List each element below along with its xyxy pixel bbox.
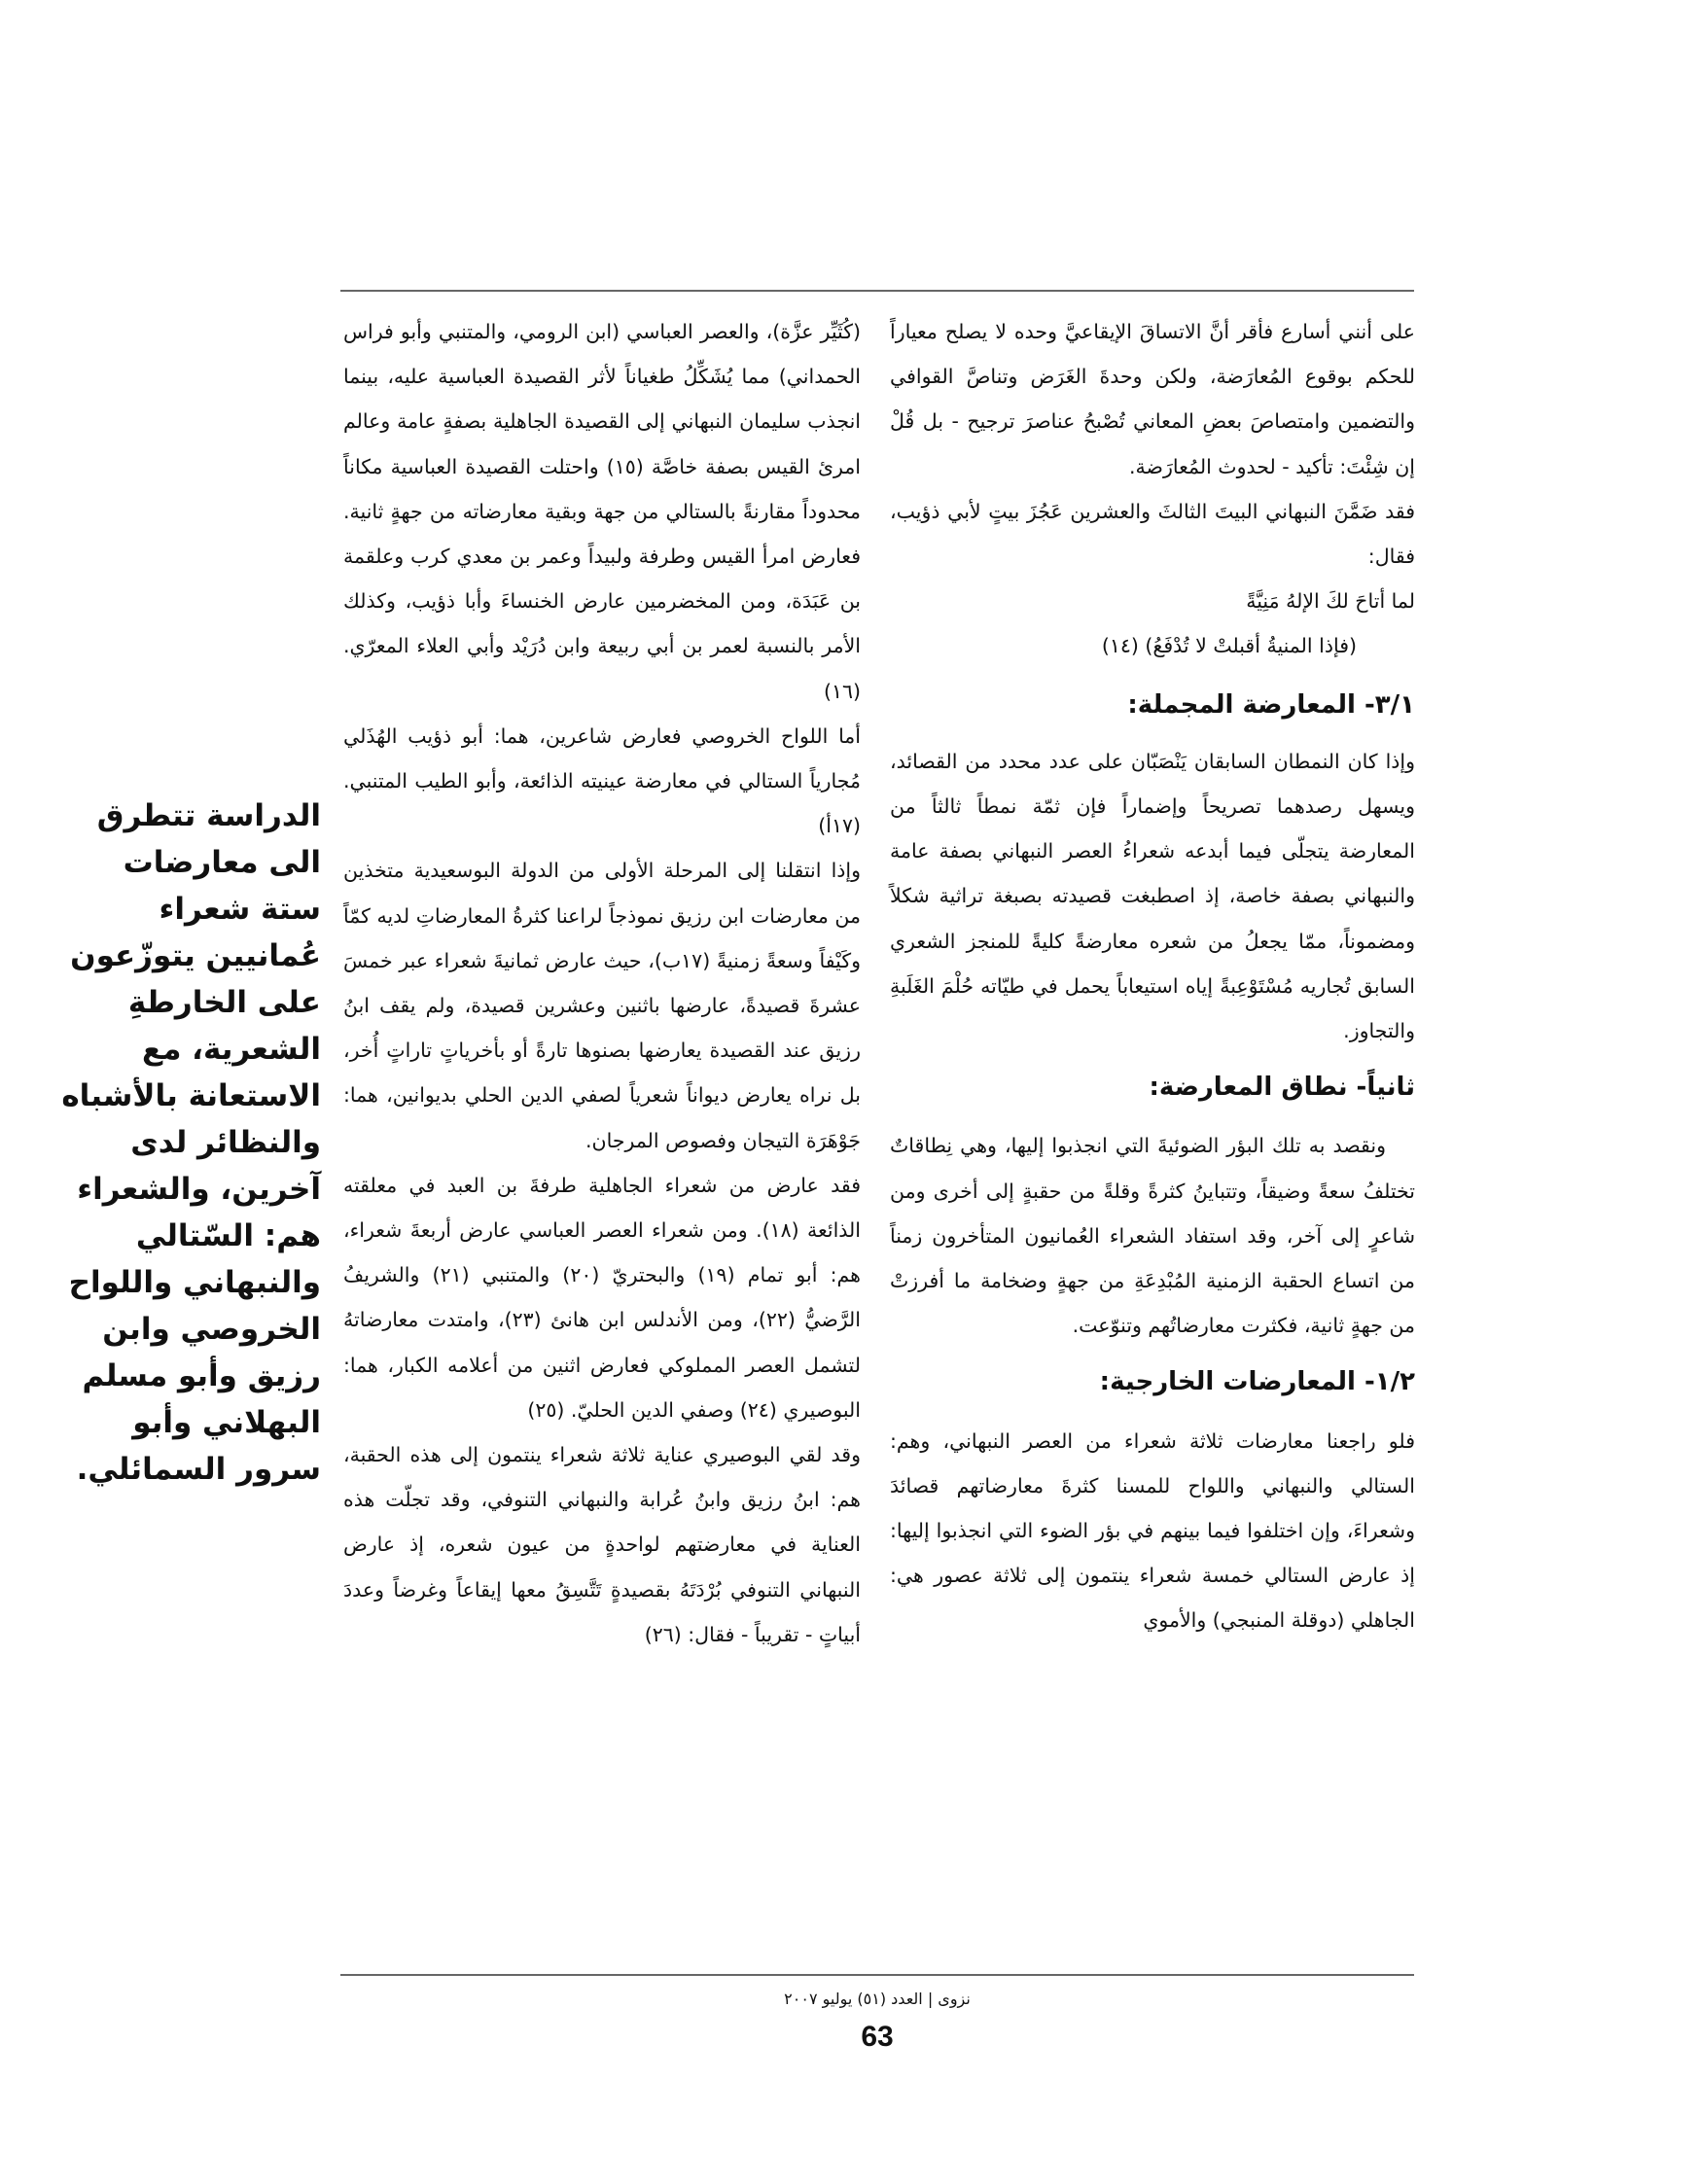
paragraph: (كُثَيِّر عزَّة)، والعصر العباسي (ابن الرومي، والمتنبي وأبو فراس الحمداني) مما يُشَكِّلُ طغياناً لأثر القصيدة العباسية عليه، بينما انجذب سليمان النبهاني إلى القصيدة الجاهلية بصفةٍ عامة وعالم امرئ القيس بصفة خاصَّة (١٥) واحتلت القصيدة العباسية مكاناً محدوداً مقارنةً بالستالي من جهة وبقية معارضاته من جهةٍ ثانية. فعارض امرأ القيس وطرفة ولبيداً وعمر بن معدي كرب وعلقمة بن عَبَدَة، ومن المخضرمين عارض الخنساءَ وأبا ذؤيب، وكذلك الأمر بالنسبة لعمر بن أبي ربيعة وابن دُرَيْد وأبي العلاء المعرّي. (١٦) bbox=[343, 320, 861, 703]
section-heading: ثانياً- نطاق المعارضة: bbox=[1149, 1073, 1415, 1103]
pull-quote: الدراسة تتطرق الى معارضات ستة شعراء عُمانيين يتوزّعون على الخارطةِ الشعرية، مع الاستعانة بالأشباه والنظائر لدى آخرين، والشعراء هم: السّتالي والنبهاني واللواح الخروصي وابن رزيق وأبو مسلم البهلاني وأبو سرور السمائلي. bbox=[61, 798, 321, 1487]
paragraph: أما اللواح الخروصي فعارض شاعرين، هما: أبو ذؤيب الهُذَلي مُجارياً الستالي في معارضة عينيته الذائعة، وأبو الطيب المتنبي. (١٧أ) bbox=[343, 723, 861, 838]
verse-line: (فإذا المنيةُ أقبلتْ لا تُدْفَعُ) (١٤) bbox=[1101, 634, 1357, 658]
paragraph: فقد عارض من شعراء الجاهلية طرفةَ بن العبد في معلقته الذائعة (١٨). ومن شعراء العصر العباسي عارض أربعةَ شعراء، هم: أبو تمام (١٩) والبحتريّ (٢٠) والمتنبي (٢١) والشريفُ الرَّضيُّ (٢٢)، ومن الأندلس ابن هانئ (٢٣)، وامتدت معارضاتهُ لتشمل العصر المملوكي فعارض اثنين من أعلامه الكبار، هما: البوصيري (٢٤) وصفي الدين الحليّ. (٢٥) bbox=[343, 1173, 862, 1422]
top-rule bbox=[340, 290, 1414, 292]
paragraph: وإذا كان النمطان السابقان يَنْصَبّان على عدد محدد من القصائد، ويسهل رصدهما تصريحاً وإضماراً فإن ثمّة نمطاً ثالثاً من المعارضة يتجلّى فيما أبدعه شعراءُ العصر النبهاني بصفة عامة والنبهاني بصفة خاصة، إذ اصطبغت قصيدته بصبغة تراثية شكلاً ومضموناً، ممّا يجعلُ من شعره معارضةً كليةً للمنجز الشعري السابق تُجاريه مُسْتَوْعِبةً إياه استيعاباً يحمل في طيّاته حُلْمَ الغَلَبةِ والتجاوز. bbox=[890, 749, 1415, 1043]
right-column bbox=[890, 309, 1415, 1643]
issue-footer: نزوى | العدد (٥١) يوليو ٢٠٠٧ bbox=[784, 1990, 971, 2008]
paragraph: وقد لقي البوصيري عناية ثلاثة شعراء ينتمون إلى هذه الحقبة، هم: ابنُ رزيق وابنُ عُرابة والنبهاني التنوفي، وقد تجلّت هذه العناية في معارضتهم لواحدةٍ من عيون شعره، إذ عارض النبهاني التنوفي بُرْدَتَهُ بقصيدةٍ تَتَّسِقُ معها إيقاعاً وغرضاً وعددَ أبياتٍ - تقريباً - فقال: (٢٦) bbox=[343, 1443, 861, 1646]
paragraph: فلو راجعنا معارضات ثلاثة شعراء من العصر النبهاني، وهم: الستالي والنبهاني واللواح للمسنا كثرةَ معارضاتهم قصائدَ وشعراءَ، وإن اختلفوا فيما بينهم في بؤر الضوء التي انجذبوا إليها: إذ عارض الستالي خمسة شعراء ينتمون إلى ثلاثة عصور هي: الجاهلي (دوقلة المنبجي) والأموي bbox=[890, 1428, 1415, 1633]
section-heading: ٣/١- المعارضة المجملة: bbox=[1127, 689, 1415, 720]
bottom-rule bbox=[340, 1974, 1414, 1976]
paragraph: فقد ضَمَّنَ النبهاني البيتَ الثالثَ والعشرين عَجُزَ بيتٍ لأبي ذؤيب، فقال: bbox=[890, 499, 1415, 569]
section-heading: ١/٢- المعارضات الخارجية: bbox=[1099, 1367, 1415, 1397]
paragraph: على أنني أسارع فأقر أنَّ الاتساقَ الإيقاعيَّ وحده لا يصلح معياراً للحكم بوقوع المُعارَضة، ولكن وحدةَ الغَرَض وتناصَّ القوافي والتضمين وامتصاصَ بعضِ المعاني تُصْبحُ عناصرَ ترجيح - بل قُلْ إن شِئْتَ: تأكيد - لحدوث المُعارَضة. bbox=[890, 320, 1415, 478]
verse-line: لما أتاحَ لكَ الإلهُ مَنِيَّةً bbox=[1246, 589, 1415, 614]
page-number: 63 bbox=[861, 2021, 894, 2053]
paragraph: ونقصد به تلك البؤر الضوئيةَ التي انجذبوا إليها، وهي نِطاقاتٌ تختلفُ سعةً وضيقاً، وتتباينُ كثرةً وقلةً من حقبةٍ إلى أخرى ومن شاعرٍ إلى آخر، وقد استفاد الشعراء العُمانيون المتأخرون زمناً من اتساع الحقبة الزمنية المُبْدِعَةِ من جهةٍ وضخامة ما أفرزتْ من جهةٍ ثانية، فكثرت معارضاتُهم وتنوّعت. bbox=[890, 1134, 1415, 1338]
paragraph: وإذا انتقلنا إلى المرحلة الأولى من الدولة البوسعيدية متخذين من معارضات ابن رزيق نموذجاً لراعنا كثرةُ المعارضاتِ لديه كمّاً وكَيْفاً وسعةً زمنيةً (١٧ب)، حيث عارض ثمانيةَ شعراء عبر خمسَ عشرةَ قصيدةً، عارضها باثنين وعشرين قصيدة، ولم يقف ابنُ رزيق عند القصيدة يعارضها بصنوها تارةً أو بأخرياتٍ تاراتٍ أُخر، بل نراه يعارض ديواناً شعرياً لصفي الدين الحلي بديوانين، هما: جَوْهَرَة التيجان وفصوص المرجان. bbox=[343, 859, 861, 1152]
left-column bbox=[343, 309, 861, 1657]
